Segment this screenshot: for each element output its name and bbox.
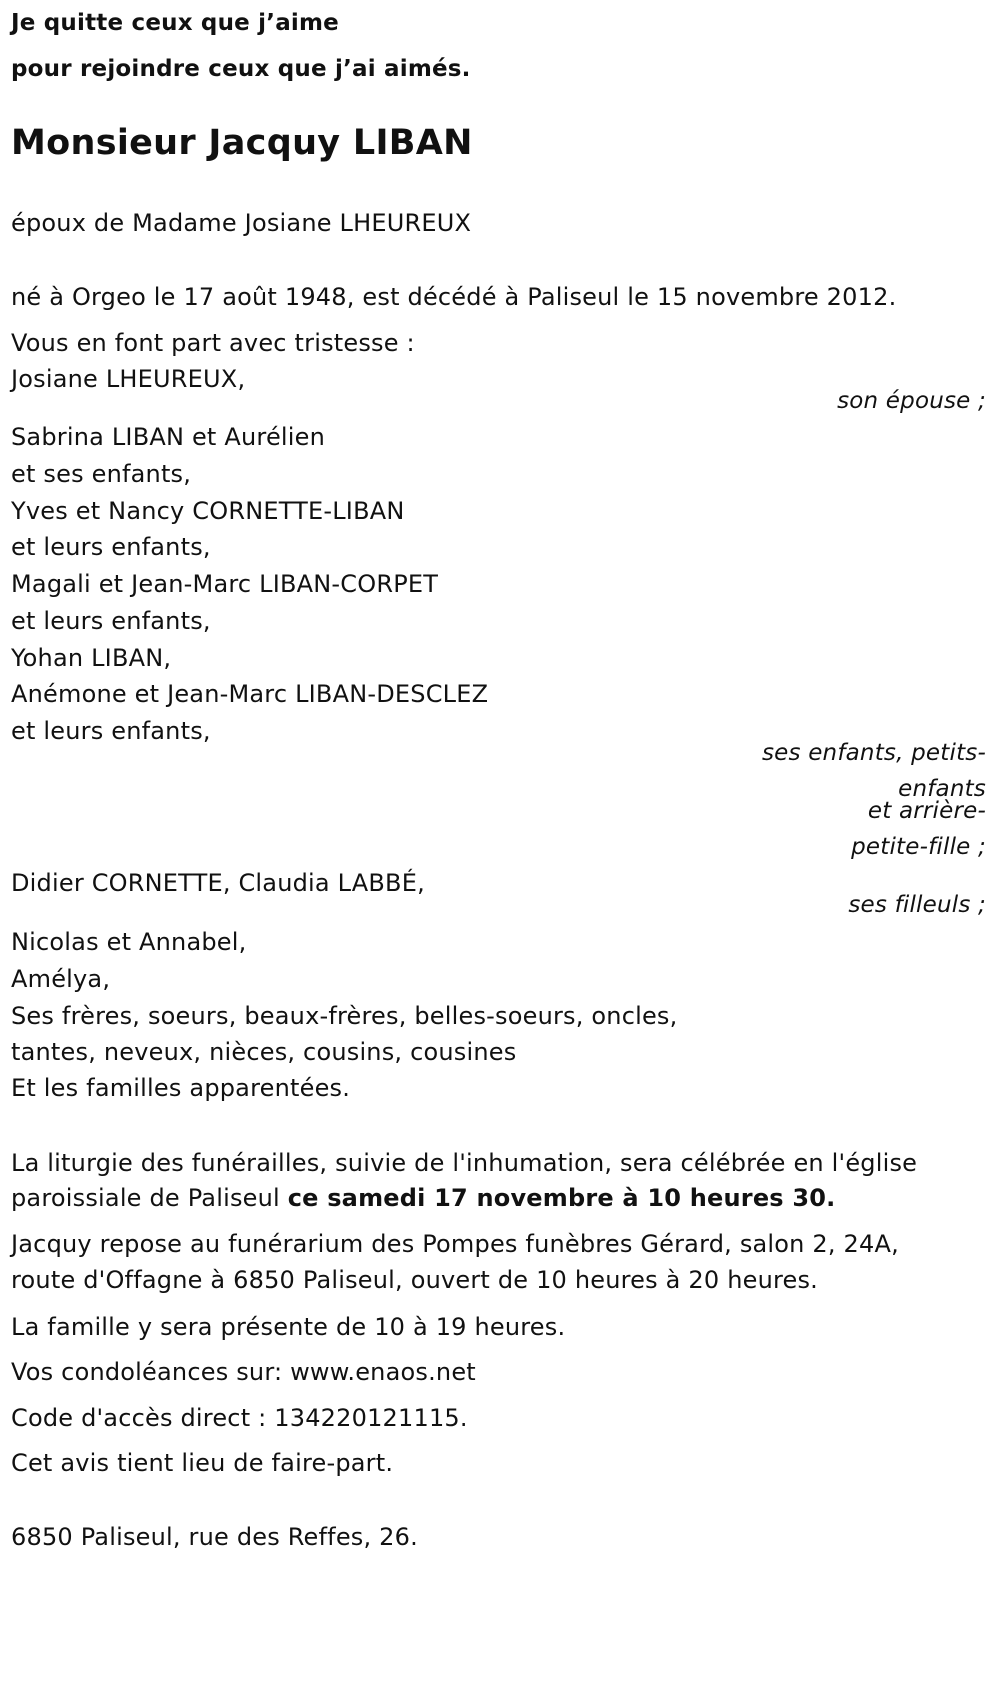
other-family-line: Et les familles apparentées. — [11, 1074, 351, 1102]
family-line: Yves et Nancy CORNETTE-LIBAN — [11, 497, 405, 525]
funeral-line-2-text: paroissiale de Paliseul — [11, 1184, 288, 1212]
family-line: Magali et Jean-Marc LIBAN-CORPET — [11, 570, 439, 598]
family-line: Anémone et Jean-Marc LIBAN-DESCLEZ — [11, 680, 489, 708]
children-role-line: enfants — [898, 776, 986, 802]
family-line: et leurs enfants, — [11, 717, 211, 745]
quote-line-1: Je quitte ceux que j’aime — [11, 10, 339, 36]
funeral-line-2 — [11, 1183, 835, 1213]
family-line: et leurs enfants, — [11, 533, 211, 561]
spouse-line: époux de Madame Josiane LHEUREUX — [11, 209, 472, 237]
family-presence: La famille y sera présente de 10 à 19 heures. — [11, 1313, 566, 1341]
other-family-line: Nicolas et Annabel, — [11, 928, 247, 956]
children-role-line: et arrière- — [867, 798, 986, 824]
repose-line-2: route d'Offagne à 6850 Paliseul, ouvert de 10 heures à 20 heures. — [11, 1266, 819, 1294]
notice-line: Cet avis tient lieu de faire-part. — [11, 1449, 394, 1477]
family-line: et leurs enfants, — [11, 607, 211, 635]
spouse-name: Josiane LHEUREUX, — [11, 365, 246, 393]
other-family-line: Amélya, — [11, 965, 111, 993]
birth-death-line: né à Orgeo le 17 août 1948, est décédé à Paliseul le 15 novembre 2012. — [11, 283, 897, 311]
funeral-line-1: La liturgie des funérailles, suivie de l'inhumation, sera célébrée en l'église — [11, 1149, 918, 1177]
quote-line-2: pour rejoindre ceux que j’ai aimés. — [11, 56, 471, 82]
announcement-intro: Vous en font part avec tristesse : — [11, 329, 415, 357]
deceased-name: Monsieur Jacquy LIBAN — [11, 123, 473, 163]
repose-line-1: Jacquy repose au funérarium des Pompes funèbres Gérard, salon 2, 24A, — [11, 1230, 899, 1258]
family-line: Sabrina LIBAN et Aurélien — [11, 423, 326, 451]
access-code-line: Code d'accès direct : 134220121115. — [11, 1404, 468, 1432]
godchildren-names: Didier CORNETTE, Claudia LABBÉ, — [11, 869, 425, 897]
condolences-line: Vos condoléances sur: www.enaos.net — [11, 1358, 476, 1386]
address-line: 6850 Paliseul, rue des Reffes, 26. — [11, 1523, 418, 1551]
godchildren-role: ses filleuls ; — [848, 892, 986, 918]
family-line: Yohan LIBAN, — [11, 644, 172, 672]
spouse-role: son épouse ; — [837, 388, 986, 414]
children-role-line: ses enfants, petits- — [761, 740, 986, 766]
funeral-date-time: ce samedi 17 novembre à 10 heures 30. — [287, 1184, 836, 1212]
other-family-line: tantes, neveux, nièces, cousins, cousines — [11, 1038, 517, 1066]
family-line: et ses enfants, — [11, 460, 192, 488]
children-role-line: petite-fille ; — [851, 834, 986, 860]
other-family-line: Ses frères, soeurs, beaux-frères, belles-soeurs, oncles, — [11, 1002, 678, 1030]
